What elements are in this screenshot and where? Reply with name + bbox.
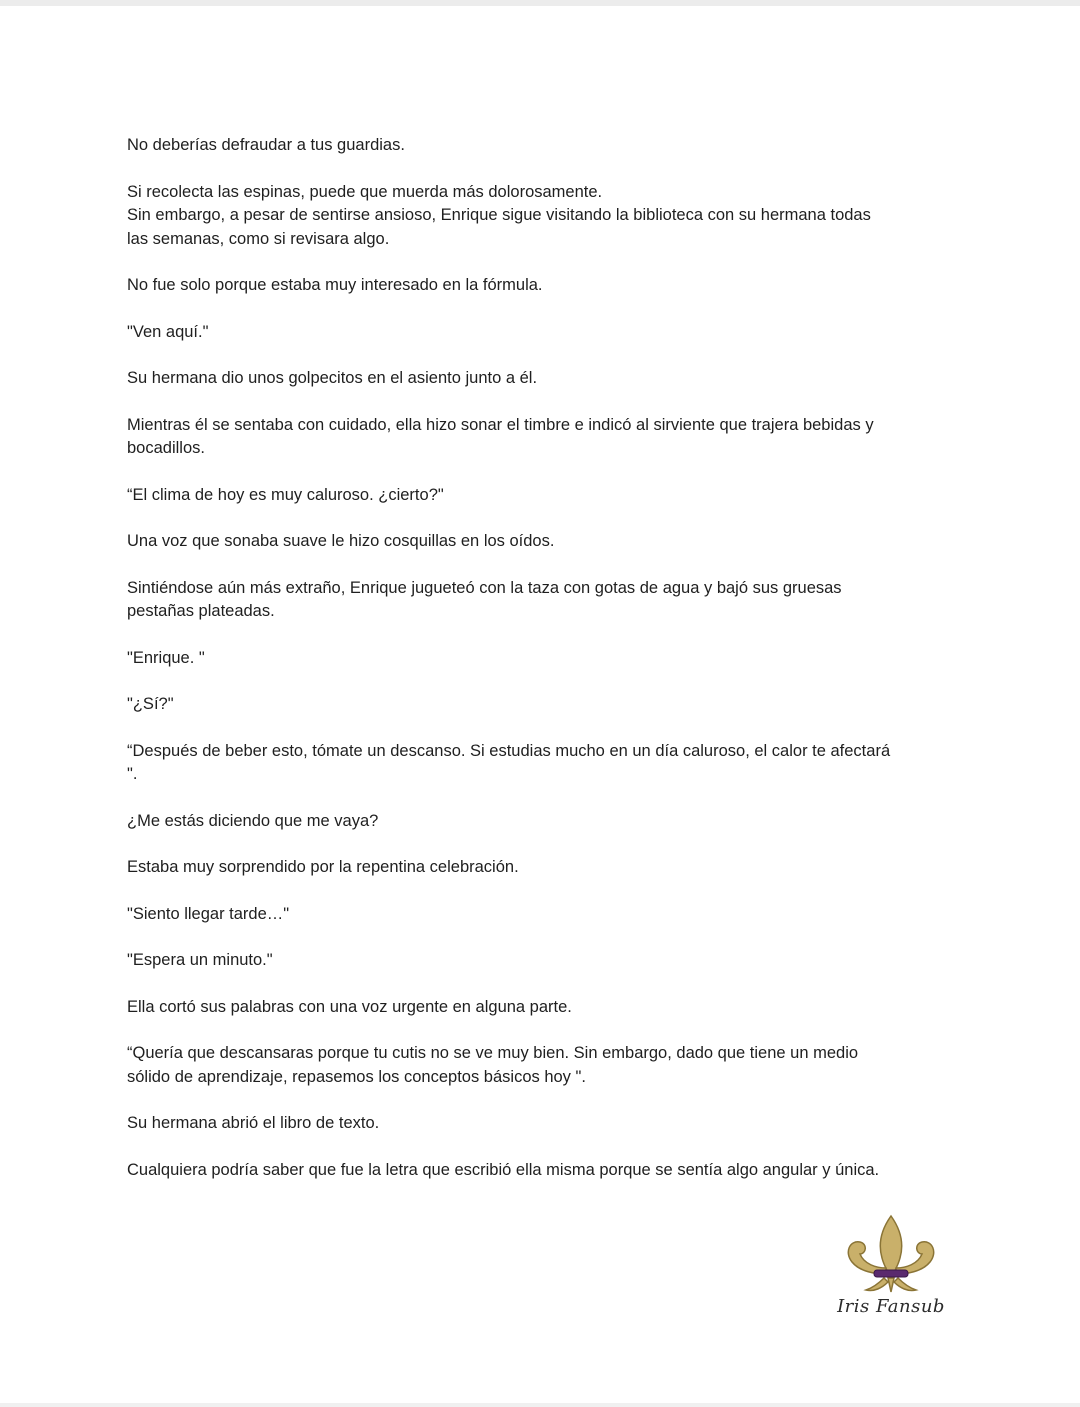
paragraph: "Espera un minuto." xyxy=(127,951,273,969)
paragraph: Ella cortó sus palabras con una voz urgente en alguna parte. xyxy=(127,997,572,1016)
watermark-text: Iris Fansub xyxy=(837,1296,945,1317)
paragraph: “El clima de hoy es muy caluroso. ¿cierto?" xyxy=(127,485,444,504)
paragraph: "Ven aquí." xyxy=(127,322,209,341)
paragraph: Estaba muy sorprendido por la repentina celebración. xyxy=(127,858,519,876)
paragraph: "Siento llegar tarde…" xyxy=(127,904,290,923)
paragraph: Mientras él se sentaba con cuidado, ella hizo sonar el timbre e indicó al sirviente que trajera bebidas y bocadillos. xyxy=(127,415,874,457)
paragraph: Si recolecta las espinas, puede que muerda más dolorosamente. Sin embargo, a pesar de sentirse ansioso, Enrique sigue visitando la biblioteca con su hermana todas las semanas, como si revisara algo. xyxy=(127,182,871,248)
paragraph: ¿Me estás diciendo que me vaya? xyxy=(127,811,379,830)
paragraph: Su hermana dio unos golpecitos en el asiento junto a él. xyxy=(127,369,538,387)
paragraph: Cualquiera podría saber que fue la letra que escribió ella misma porque se sentía algo angular y única. xyxy=(127,1160,880,1179)
bottom-edge xyxy=(0,1403,1080,1407)
document-body xyxy=(127,134,957,1205)
paragraph: No fue solo porque estaba muy interesado en la fórmula. xyxy=(127,276,543,294)
paragraph: “Quería que descansaras porque tu cutis no se ve muy bien. Sin embargo, dado que tiene un medio sólido de aprendizaje, repasemos los conceptos básicos hoy ". xyxy=(127,1044,859,1086)
watermark-logo xyxy=(836,1212,946,1327)
fleur-de-lis-icon xyxy=(836,1212,946,1294)
paragraph: "Enrique. " xyxy=(127,648,205,667)
paragraph: "¿Sí?" xyxy=(127,695,174,713)
paragraph: “Después de beber esto, tómate un descanso. Si estudias mucho en un día caluroso, el calor te afectará ". xyxy=(127,741,891,783)
paragraph: Sintiéndose aún más extraño, Enrique jugueteó con la taza con gotas de agua y bajó sus gruesas pestañas plateadas. xyxy=(127,578,842,620)
paragraph: Una voz que sonaba suave le hizo cosquillas en los oídos. xyxy=(127,532,555,550)
top-edge xyxy=(0,0,1080,6)
paragraph: Su hermana abrió el libro de texto. xyxy=(127,1114,380,1132)
paragraph: No deberías defraudar a tus guardias. xyxy=(127,136,405,154)
